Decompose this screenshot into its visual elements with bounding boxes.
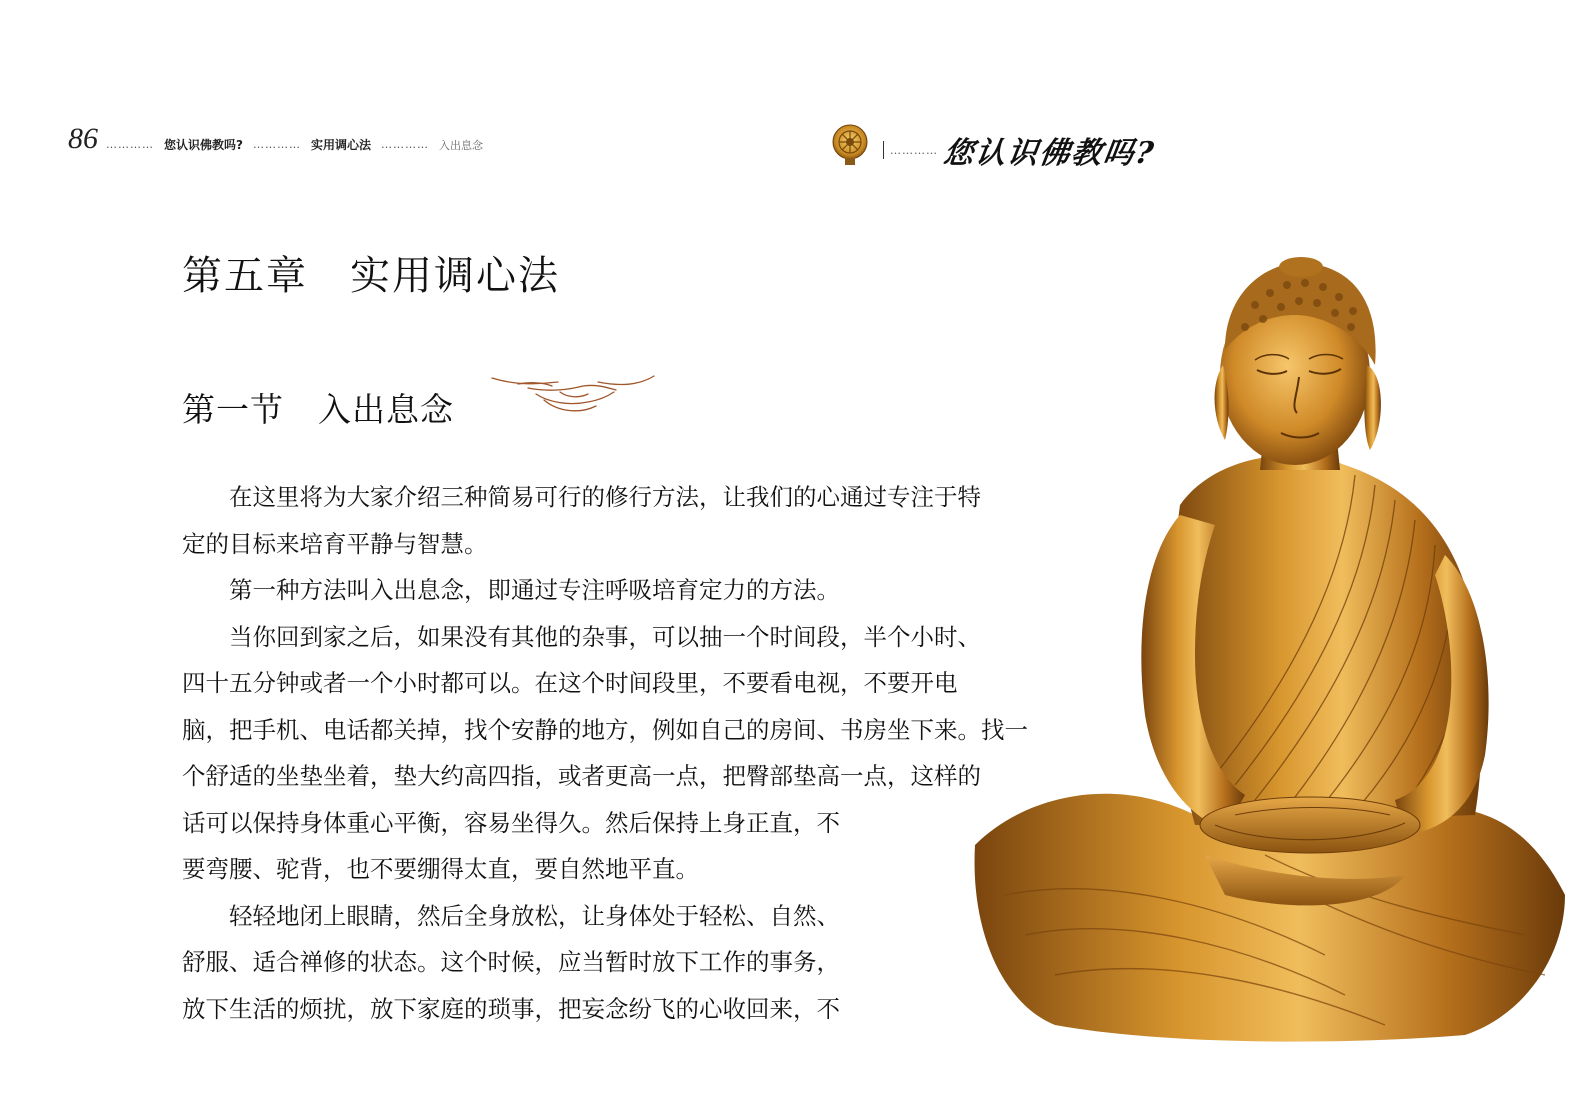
header-brand bbox=[883, 128, 1156, 172]
dot-leader: ………… bbox=[890, 143, 938, 157]
text-line: 第一种方法叫入出息念，即通过专注呼吸培育定力的方法。 bbox=[229, 576, 840, 604]
paragraph bbox=[182, 893, 1082, 940]
text-line: 话可以保持身体重心平衡，容易坐得久。然后保持上身正直，不 bbox=[182, 808, 840, 837]
paragraph bbox=[182, 474, 1082, 521]
paragraph bbox=[182, 614, 1082, 661]
dharma-wheel-icon bbox=[830, 122, 870, 166]
text-line: 在这里将为大家介绍三种简易可行的修行方法，让我们的心通过专注于特 bbox=[229, 483, 981, 511]
breadcrumb-book: 您认识佛教吗? bbox=[164, 138, 243, 152]
divider bbox=[883, 141, 884, 159]
text-line: 轻轻地闭上眼睛，然后全身放松，让身体处于轻松、自然、 bbox=[229, 901, 840, 930]
body-text bbox=[182, 474, 1082, 1032]
dot-leader: ………… bbox=[252, 138, 301, 151]
breadcrumb-section: 入出息念 bbox=[438, 138, 483, 152]
text-line: 个舒适的坐垫坐着，垫大约高四指，或者更高一点，把臀部垫高一点，这样的 bbox=[182, 762, 981, 790]
text-line: 四十五分钟或者一个小时都可以。在这个时间段里，不要看电视，不要开电 bbox=[182, 669, 958, 697]
chapter-title: 第五章 实用调心法 bbox=[182, 253, 560, 299]
paragraph bbox=[182, 567, 1082, 614]
meditation-hands-icon bbox=[488, 372, 658, 420]
text-line: 舒服、适合禅修的状态。这个时候，应当暂时放下工作的事务， bbox=[182, 948, 840, 976]
page-number: 86 bbox=[68, 122, 98, 155]
breadcrumb bbox=[106, 136, 483, 153]
text-line: 放下生活的烦扰，放下家庭的琐事，把妄念纷飞的心收回来，不 bbox=[182, 994, 840, 1023]
text-line: 要弯腰、驼背，也不要绷得太直，要自然地平直。 bbox=[182, 855, 699, 883]
text-line: 当你回到家之后，如果没有其他的杂事，可以抽一个时间段，半个小时、 bbox=[229, 622, 981, 651]
dot-leader: ………… bbox=[380, 138, 429, 151]
text-line: 定的目标来培育平静与智慧。 bbox=[182, 529, 488, 558]
text-line: 脑，把手机、电话都关掉，找个安静的地方，例如自己的房间、书房坐下来。找一 bbox=[182, 715, 1028, 744]
breadcrumb-chapter: 实用调心法 bbox=[310, 138, 371, 152]
brand-calligraphy: 您认识佛教吗? bbox=[941, 136, 1158, 171]
buddha-statue-image bbox=[965, 255, 1575, 1055]
dot-leader: ………… bbox=[106, 138, 154, 151]
page-header bbox=[68, 122, 1188, 171]
section-title: 第一节 入出息念 bbox=[182, 390, 454, 429]
